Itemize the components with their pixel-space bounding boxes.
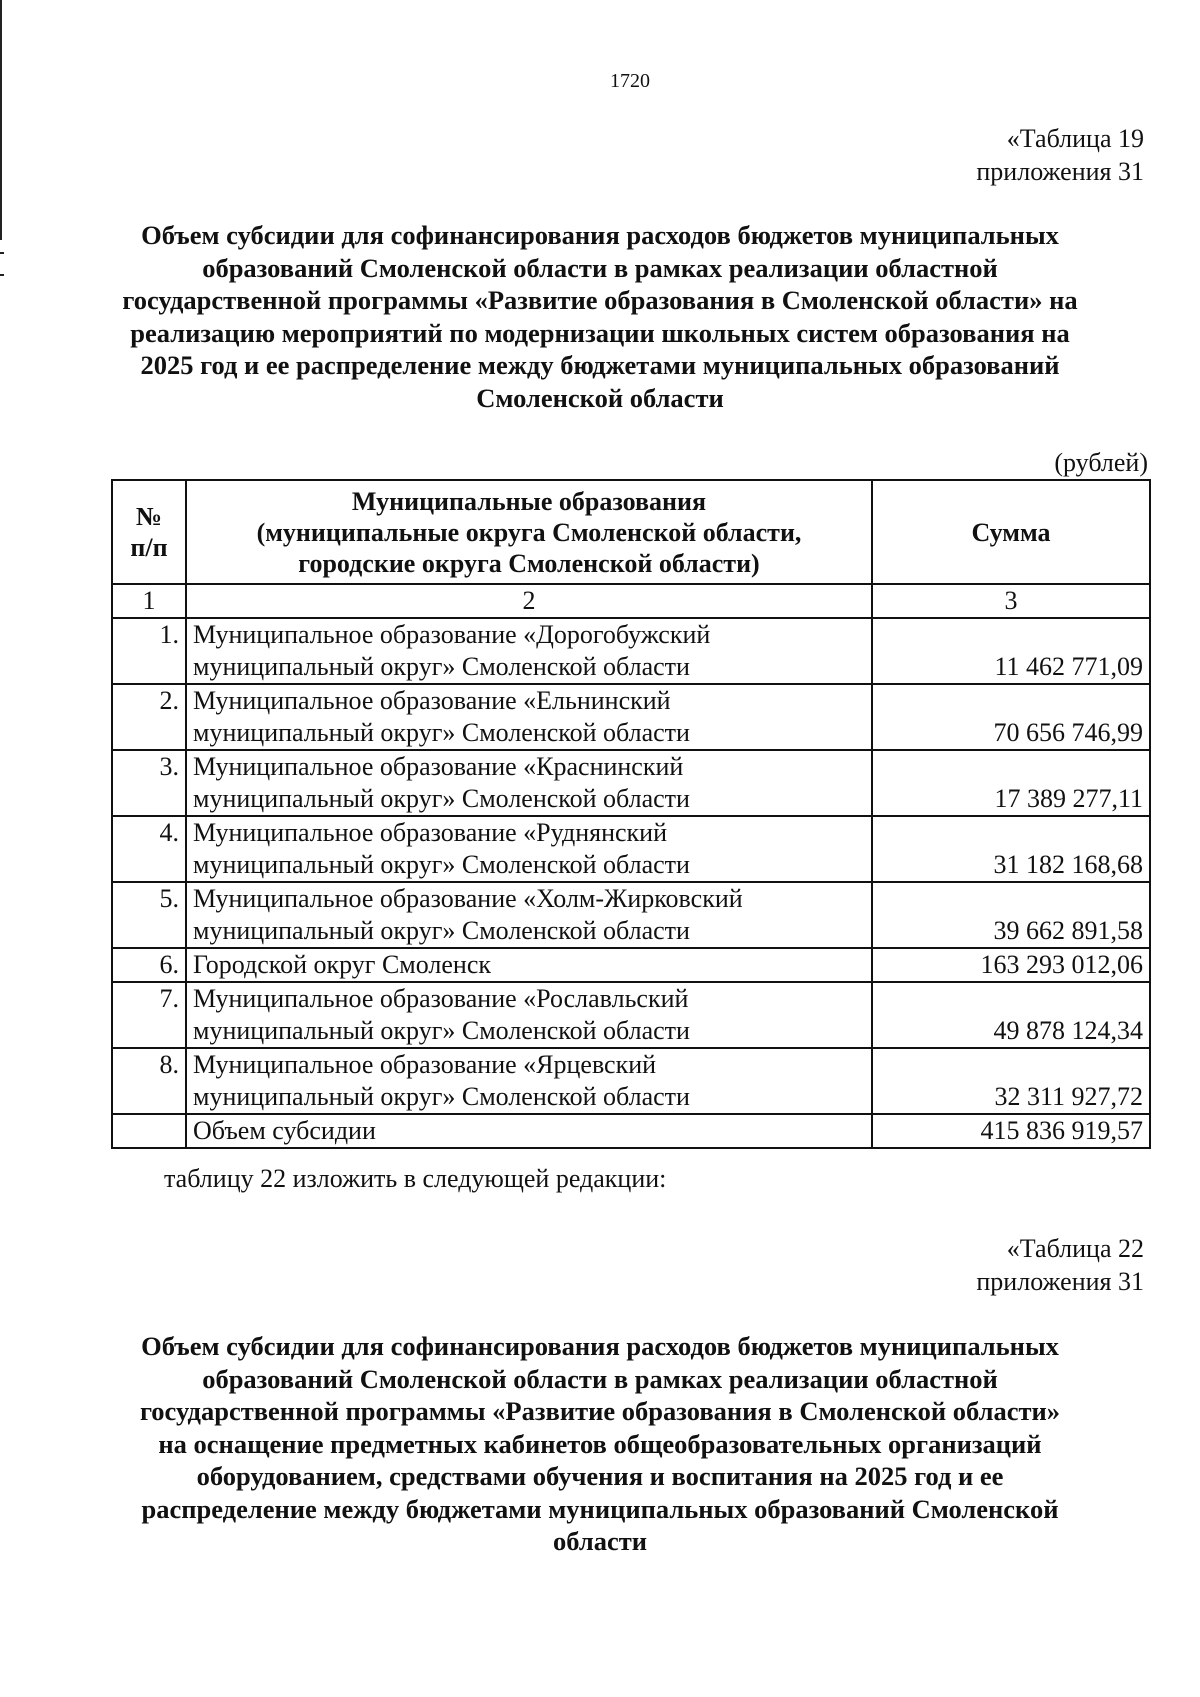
row-number: 3. — [112, 750, 186, 816]
table-row — [112, 982, 1150, 1048]
row-sum: 49 878 124,34 — [872, 982, 1150, 1048]
row-municipality-line2: муниципальный округ» Смоленской области — [193, 784, 690, 813]
column-index: 2 — [186, 584, 872, 618]
scan-edge-mark — [0, 252, 4, 276]
table19-title-line: Объем субсидии для софинансирования расходов бюджетов муниципальных — [141, 220, 1059, 250]
table19-ref-line2: приложения 31 — [976, 157, 1144, 186]
row-municipality-line2: муниципальный округ» Смоленской области — [193, 916, 690, 945]
row-municipality-line1: Муниципальное образование «Дорогобужский — [193, 620, 711, 649]
row-sum: 39 662 891,58 — [872, 882, 1150, 948]
table-header-row — [112, 480, 1150, 584]
row-municipality: Городской округ Смоленск — [186, 948, 872, 982]
header-municipality — [186, 480, 872, 584]
row-municipality-line1: Муниципальное образование «Ельнинский — [193, 686, 671, 715]
table-row — [112, 750, 1150, 816]
table-row — [112, 618, 1150, 684]
column-index: 3 — [872, 584, 1150, 618]
row-municipality — [186, 684, 872, 750]
row-municipality — [186, 750, 872, 816]
row-municipality-line2: муниципальный округ» Смоленской области — [193, 850, 690, 879]
header-municipality-line3: городские округа Смоленской области) — [298, 548, 760, 578]
table19-title-line: 2025 год и ее распределение между бюджетами муниципальных образований — [140, 350, 1060, 380]
table-row — [112, 684, 1150, 750]
header-number — [112, 480, 186, 584]
row-number: 1. — [112, 618, 186, 684]
row-sum: 70 656 746,99 — [872, 684, 1150, 750]
amendment-note: таблицу 22 изложить в следующей редакции: — [164, 1164, 667, 1193]
table-row — [112, 1048, 1150, 1114]
row-number: 6. — [112, 948, 186, 982]
header-municipality-line2: (муниципальные округа Смоленской области, — [256, 517, 802, 547]
unit-label: (рублей) — [1054, 448, 1148, 477]
table22-title — [100, 1330, 1100, 1558]
total-sum: 415 836 919,57 — [872, 1114, 1150, 1148]
row-municipality — [186, 816, 872, 882]
table22-reference — [976, 1232, 1144, 1298]
table22-ref-line1: «Таблица 22 — [1006, 1234, 1144, 1263]
column-index-row — [112, 584, 1150, 618]
row-number: 4. — [112, 816, 186, 882]
row-municipality-line1: Муниципальное образование «Краснинский — [193, 752, 684, 781]
table22-title-line: распределение между бюджетами муниципальных образований Смоленской — [141, 1493, 1059, 1524]
table22-title-line: государственной программы «Развитие образования в Смоленской области» — [139, 1396, 1061, 1426]
table22-title-line: образований Смоленской области в рамках реализации областной — [202, 1363, 998, 1394]
row-number: 7. — [112, 982, 186, 1048]
row-municipality-line2: муниципальный округ» Смоленской области — [193, 1016, 690, 1045]
row-sum: 32 311 927,72 — [872, 1048, 1150, 1114]
column-index: 1 — [112, 584, 186, 618]
row-sum: 11 462 771,09 — [872, 618, 1150, 684]
header-sum: Сумма — [872, 480, 1150, 584]
table-row — [112, 948, 1150, 982]
scan-edge-line — [0, 0, 2, 240]
row-municipality — [186, 1048, 872, 1114]
table19-title — [100, 219, 1100, 414]
table22-title-line: области — [552, 1526, 647, 1556]
table19-title-line: Смоленской области — [476, 382, 724, 413]
header-municipality-line1: Муниципальные образования — [351, 486, 707, 516]
row-municipality-line2: муниципальный округ» Смоленской области — [193, 652, 690, 681]
row-municipality-line2: муниципальный округ» Смоленской области — [193, 1082, 690, 1111]
row-municipality-line1: Муниципальное образование «Руднянский — [193, 818, 667, 847]
table19-title-line: государственной программы «Развитие образования в Смоленской области» на — [122, 285, 1078, 315]
table-row — [112, 816, 1150, 882]
table22-title-line: Объем субсидии для софинансирования расходов бюджетов муниципальных — [141, 1331, 1059, 1361]
row-sum: 17 389 277,11 — [872, 750, 1150, 816]
total-label: Объем субсидии — [186, 1114, 872, 1148]
table22-title-line: на оснащение предметных кабинетов общеобразовательных организаций — [158, 1428, 1042, 1459]
table-row — [112, 882, 1150, 948]
row-municipality — [186, 618, 872, 684]
row-municipality-line1: Муниципальное образование «Холм-Жирковский — [193, 884, 743, 913]
table22-ref-line2: приложения 31 — [976, 1267, 1144, 1296]
table19-title-line: образований Смоленской области в рамках реализации областной — [202, 252, 998, 283]
subsidy-table — [111, 479, 1151, 1149]
table19-reference — [976, 122, 1144, 188]
row-municipality-line2: муниципальный округ» Смоленской области — [193, 718, 690, 747]
row-sum: 31 182 168,68 — [872, 816, 1150, 882]
row-municipality — [186, 982, 872, 1048]
table22-title-line: оборудованием, средствами обучения и воспитания на 2025 год и ее — [196, 1461, 1004, 1491]
total-row — [112, 1114, 1150, 1148]
table19-title-line: реализацию мероприятий по модернизации школьных систем образования на — [130, 317, 1070, 348]
row-number: 2. — [112, 684, 186, 750]
table19-ref-line1: «Таблица 19 — [1006, 124, 1144, 153]
row-municipality — [186, 882, 872, 948]
header-number-line2: п/п — [130, 533, 168, 562]
page-number: 1720 — [610, 70, 650, 92]
row-number: 8. — [112, 1048, 186, 1114]
total-number-empty — [112, 1114, 186, 1148]
row-municipality-line1: Муниципальное образование «Ярцевский — [193, 1050, 657, 1079]
row-municipality-line1: Муниципальное образование «Рославльский — [193, 984, 689, 1013]
row-number: 5. — [112, 882, 186, 948]
header-number-line1: № — [135, 502, 163, 531]
row-sum: 163 293 012,06 — [872, 948, 1150, 982]
